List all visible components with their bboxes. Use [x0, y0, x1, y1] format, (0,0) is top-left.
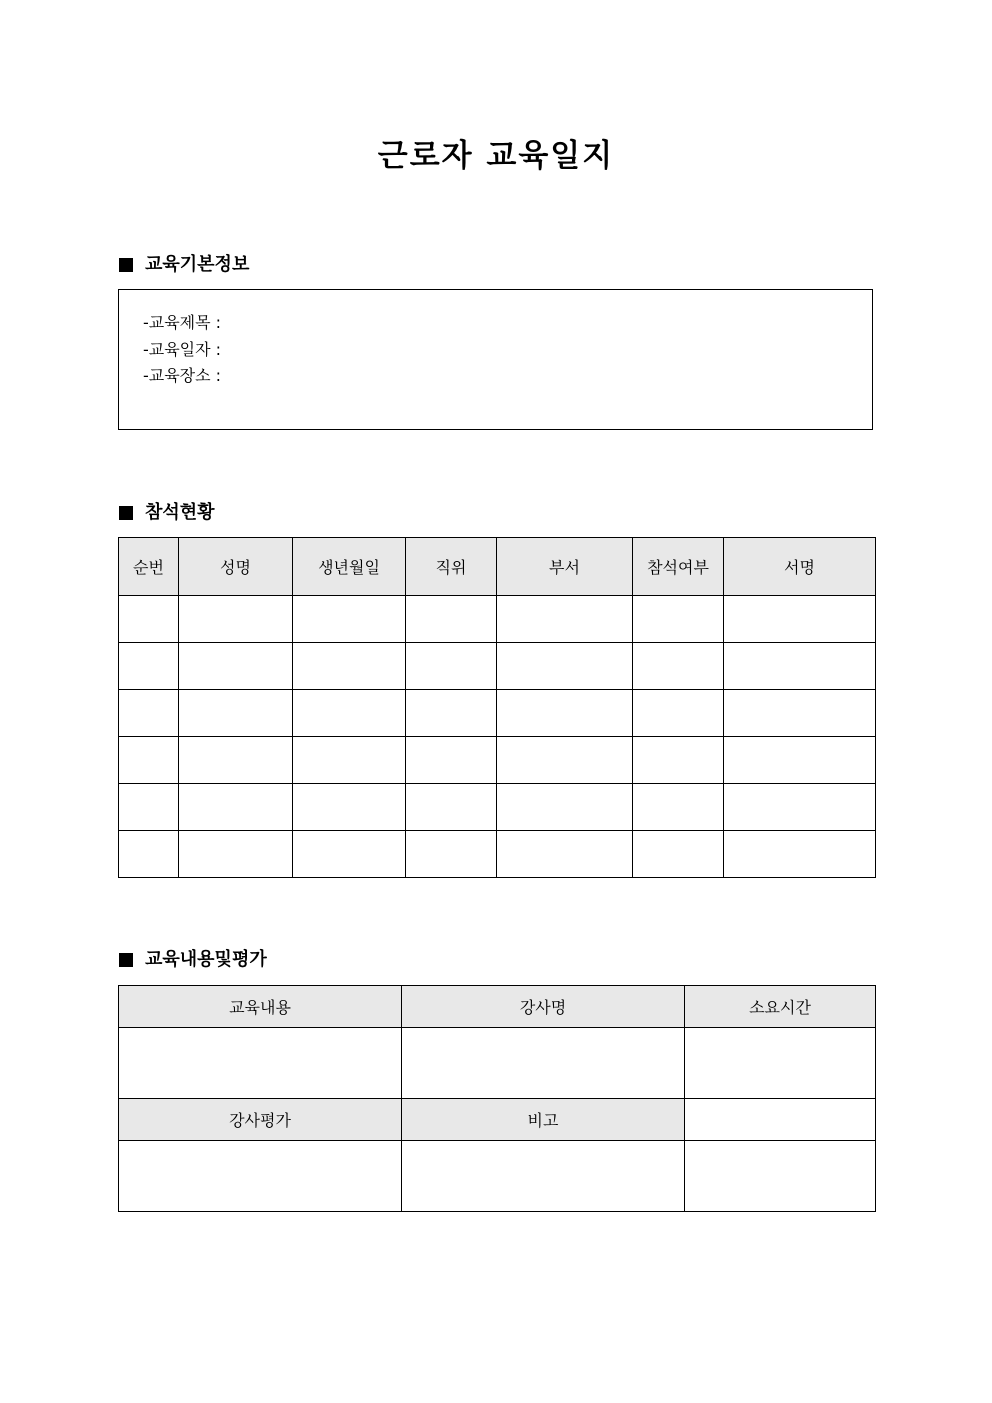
table-cell[interactable] — [406, 643, 497, 690]
table-cell[interactable] — [119, 831, 179, 878]
column-header: 직위 — [406, 538, 497, 596]
evaluation-header-row — [119, 1099, 876, 1141]
column-header: 강사평가 — [119, 1099, 402, 1141]
table-cell[interactable] — [406, 596, 497, 643]
table-cell[interactable] — [293, 690, 406, 737]
table-row — [119, 690, 876, 737]
table-cell[interactable] — [633, 831, 724, 878]
info-line-date: -교육일자 : — [143, 339, 222, 359]
table-cell[interactable] — [497, 737, 633, 784]
table-cell[interactable] — [633, 596, 724, 643]
table-cell[interactable] — [497, 690, 633, 737]
section-heading-label: 교육기본정보 — [145, 254, 250, 275]
table-cell[interactable] — [179, 784, 293, 831]
table-cell[interactable] — [633, 643, 724, 690]
table-cell[interactable] — [497, 784, 633, 831]
table-cell[interactable] — [685, 1141, 876, 1212]
table-cell[interactable] — [724, 737, 876, 784]
table-cell[interactable] — [293, 643, 406, 690]
square-bullet-icon — [119, 258, 133, 272]
column-header: 소요시간 — [685, 986, 876, 1028]
content-evaluation-table — [118, 985, 876, 1212]
table-cell[interactable] — [497, 596, 633, 643]
document-title: 근로자 교육일지 — [377, 138, 615, 174]
table-cell[interactable] — [497, 643, 633, 690]
column-header: 서명 — [724, 538, 876, 596]
table-cell[interactable] — [402, 1141, 685, 1212]
table-cell[interactable] — [179, 690, 293, 737]
table-cell[interactable] — [685, 1028, 876, 1099]
table-row — [119, 737, 876, 784]
section-heading-content — [119, 948, 267, 972]
table-row — [119, 643, 876, 690]
table-cell[interactable] — [685, 1099, 876, 1141]
section-heading-label: 참석현황 — [145, 502, 215, 523]
table-cell[interactable] — [406, 831, 497, 878]
column-header: 생년월일 — [293, 538, 406, 596]
section-heading-basic-info — [119, 253, 249, 277]
table-cell[interactable] — [633, 690, 724, 737]
table-cell[interactable] — [179, 831, 293, 878]
table-cell[interactable] — [406, 737, 497, 784]
table-row — [119, 1141, 876, 1212]
table-cell[interactable] — [633, 737, 724, 784]
column-header: 순번 — [119, 538, 179, 596]
section-heading-attendance — [119, 501, 215, 525]
content-header-row — [119, 986, 876, 1028]
table-cell[interactable] — [119, 643, 179, 690]
table-cell[interactable] — [119, 596, 179, 643]
column-header: 비고 — [402, 1099, 685, 1141]
square-bullet-icon — [119, 953, 133, 967]
table-cell[interactable] — [402, 1028, 685, 1099]
column-header: 부서 — [497, 538, 633, 596]
table-cell[interactable] — [724, 831, 876, 878]
column-header: 강사명 — [402, 986, 685, 1028]
table-cell[interactable] — [179, 596, 293, 643]
table-cell[interactable] — [119, 784, 179, 831]
table-cell[interactable] — [406, 690, 497, 737]
table-cell[interactable] — [724, 784, 876, 831]
table-row — [119, 1028, 876, 1099]
table-cell[interactable] — [119, 737, 179, 784]
column-header: 참석여부 — [633, 538, 724, 596]
column-header: 교육내용 — [119, 986, 402, 1028]
table-cell[interactable] — [633, 784, 724, 831]
attendance-header-row — [119, 538, 876, 596]
table-cell[interactable] — [293, 596, 406, 643]
table-cell[interactable] — [724, 596, 876, 643]
table-row — [119, 596, 876, 643]
basic-info-box — [118, 289, 873, 430]
table-cell[interactable] — [406, 784, 497, 831]
table-row — [119, 831, 876, 878]
table-row — [119, 784, 876, 831]
table-cell[interactable] — [293, 831, 406, 878]
square-bullet-icon — [119, 506, 133, 520]
table-cell[interactable] — [293, 737, 406, 784]
info-line-title: -교육제목 : — [143, 313, 222, 332]
table-cell[interactable] — [119, 1028, 402, 1099]
table-cell[interactable] — [179, 643, 293, 690]
table-cell[interactable] — [724, 643, 876, 690]
table-cell[interactable] — [293, 784, 406, 831]
table-cell[interactable] — [724, 690, 876, 737]
table-cell[interactable] — [119, 1141, 402, 1212]
attendance-table — [118, 537, 876, 878]
section-heading-label: 교육내용및평가 — [145, 949, 267, 970]
table-cell[interactable] — [179, 737, 293, 784]
info-line-location: -교육장소 : — [143, 366, 222, 385]
table-cell[interactable] — [119, 690, 179, 737]
table-cell[interactable] — [497, 831, 633, 878]
column-header: 성명 — [179, 538, 293, 596]
